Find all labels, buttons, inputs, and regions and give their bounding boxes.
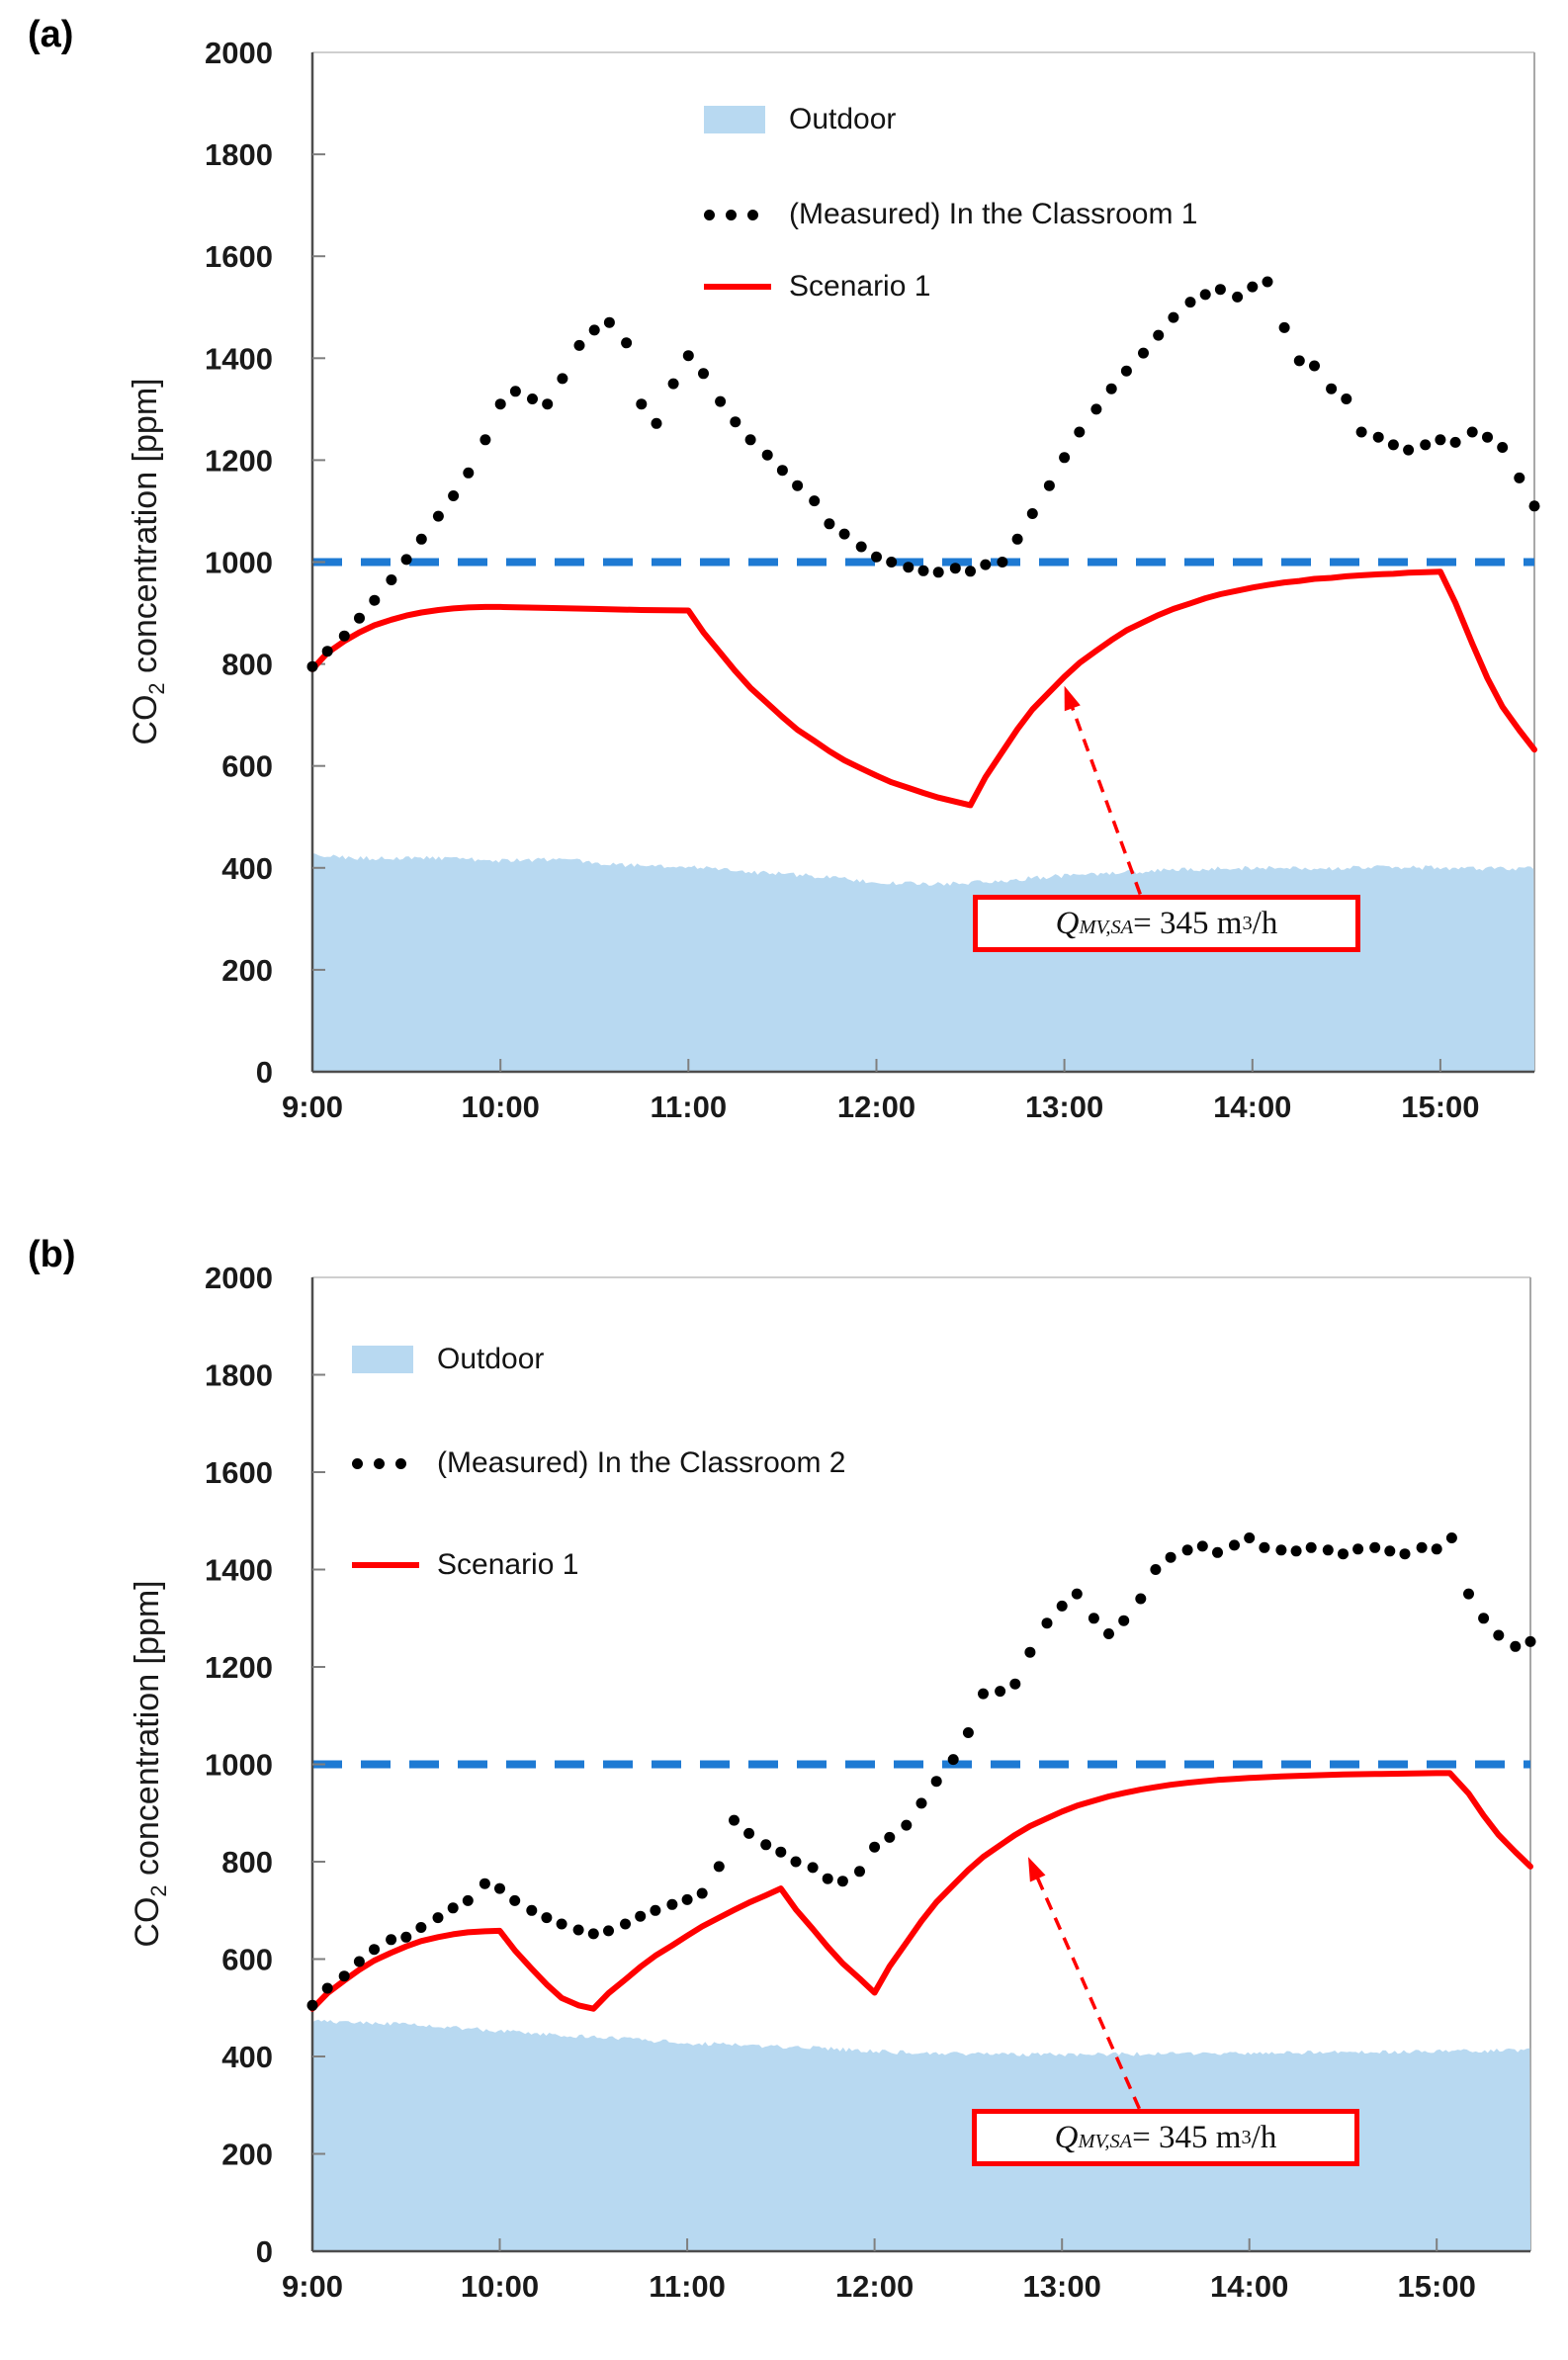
y-tick-label: 800 xyxy=(221,647,273,682)
y-tick-label: 400 xyxy=(221,2040,273,2074)
legend-b-scenario-label: Scenario 1 xyxy=(437,1548,579,1581)
y-axis-title-a xyxy=(127,378,170,744)
legend-b-row-scenario xyxy=(352,1542,578,1588)
x-tick-label: 15:00 xyxy=(1397,2269,1476,2304)
annotation-symbol: Q xyxy=(1054,2119,1079,2155)
annotation-value: = 345 m xyxy=(1132,2119,1242,2155)
y-title-text: CO xyxy=(129,1896,167,1948)
x-tick-label: 12:00 xyxy=(836,1090,916,1124)
annotation-arrowhead-icon xyxy=(1065,686,1081,711)
annotation-symbol: Q xyxy=(1055,905,1080,941)
scenario-line-swatch-icon xyxy=(704,284,777,290)
y-tick-label: 1400 xyxy=(205,341,273,377)
outdoor-area xyxy=(312,853,1534,1072)
legend-b-row-measured xyxy=(352,1441,846,1486)
outdoor-area-swatch-icon xyxy=(352,1346,425,1373)
y-title-text: CO xyxy=(127,694,165,745)
y-tick-label: 2000 xyxy=(205,36,273,70)
annotation-unit: /h xyxy=(1251,2119,1277,2155)
y-tick-label: 1600 xyxy=(205,1455,273,1490)
x-tick-label: 10:00 xyxy=(460,2269,540,2304)
annotation-arrowhead-icon xyxy=(1028,1857,1046,1881)
x-tick-label: 13:00 xyxy=(1024,1090,1104,1124)
y-axis-title-b xyxy=(129,1580,172,1947)
annotation-b-flow-rate xyxy=(972,2109,1359,2166)
scenario-line-series xyxy=(312,571,1534,805)
measured-dots-series xyxy=(307,277,1540,672)
x-tick-label: 11:00 xyxy=(650,1090,728,1124)
scenario-line-swatch-icon xyxy=(352,1562,425,1568)
y-tick-label: 800 xyxy=(221,1845,273,1879)
panel-a-label: (a) xyxy=(28,14,74,55)
annotation-symbol-subscript: MV,SA xyxy=(1079,916,1134,938)
y-title-units: concentration [ppm] xyxy=(129,1580,167,1885)
y-tick-label: 1600 xyxy=(205,239,273,275)
x-tick-label: 14:00 xyxy=(1210,2269,1289,2304)
x-tick-label: 9:00 xyxy=(281,1090,344,1124)
legend-b-measured-label: (Measured) In the Classroom 2 xyxy=(437,1446,846,1479)
annotation-a-flow-rate xyxy=(973,895,1360,952)
x-tick-label: 13:00 xyxy=(1022,2269,1101,2304)
y-tick-label: 1800 xyxy=(205,137,273,173)
measured-dots-swatch-icon xyxy=(352,1458,425,1469)
legend-b-row-outdoor xyxy=(352,1337,544,1382)
y-tick-label: 1000 xyxy=(205,1747,273,1783)
y-tick-label: 1200 xyxy=(205,443,273,479)
annotation-symbol-subscript: MV,SA xyxy=(1078,2130,1133,2152)
legend-a-scenario-label: Scenario 1 xyxy=(789,270,931,303)
y-title-subscript: 2 xyxy=(145,1884,171,1897)
y-tick-label: 0 xyxy=(255,2234,273,2269)
y-tick-label: 2000 xyxy=(205,1261,273,1295)
annotation-arrow-line xyxy=(1070,701,1140,895)
y-tick-label: 1200 xyxy=(205,1650,273,1685)
legend-a-row-outdoor xyxy=(704,97,896,142)
y-tick-label: 600 xyxy=(221,1942,273,1977)
legend-a-outdoor-label: Outdoor xyxy=(789,103,897,135)
y-tick-label: 600 xyxy=(221,748,273,784)
y-title-units: concentration [ppm] xyxy=(127,378,165,683)
x-tick-label: 11:00 xyxy=(649,2269,726,2304)
y-title-subscript: 2 xyxy=(143,682,169,695)
outdoor-area-swatch-icon xyxy=(704,106,777,133)
x-tick-label: 15:00 xyxy=(1401,1090,1480,1124)
x-tick-label: 12:00 xyxy=(834,2269,915,2304)
y-tick-label: 1800 xyxy=(205,1357,273,1393)
measured-dots-swatch-icon xyxy=(704,210,777,220)
panel-b-label: (b) xyxy=(28,1234,76,1275)
legend-a-row-scenario xyxy=(704,264,930,309)
x-tick-label: 14:00 xyxy=(1213,1090,1292,1124)
legend-b-outdoor-label: Outdoor xyxy=(437,1343,545,1375)
x-tick-label: 10:00 xyxy=(461,1090,540,1124)
x-tick-label: 9:00 xyxy=(281,2269,344,2304)
y-tick-label: 200 xyxy=(221,2137,273,2172)
annotation-value: = 345 m xyxy=(1133,905,1243,941)
legend-a-row-measured xyxy=(704,192,1198,237)
y-tick-label: 1400 xyxy=(205,1552,273,1588)
annotation-exponent: 3 xyxy=(1241,2126,1252,2148)
legend-a-measured-label: (Measured) In the Classroom 1 xyxy=(789,198,1198,230)
y-tick-label: 0 xyxy=(255,1055,273,1090)
y-tick-label: 1000 xyxy=(205,545,273,580)
annotation-exponent: 3 xyxy=(1242,912,1253,934)
y-tick-label: 400 xyxy=(221,850,273,886)
y-tick-label: 200 xyxy=(221,952,273,988)
annotation-unit: /h xyxy=(1252,905,1278,941)
